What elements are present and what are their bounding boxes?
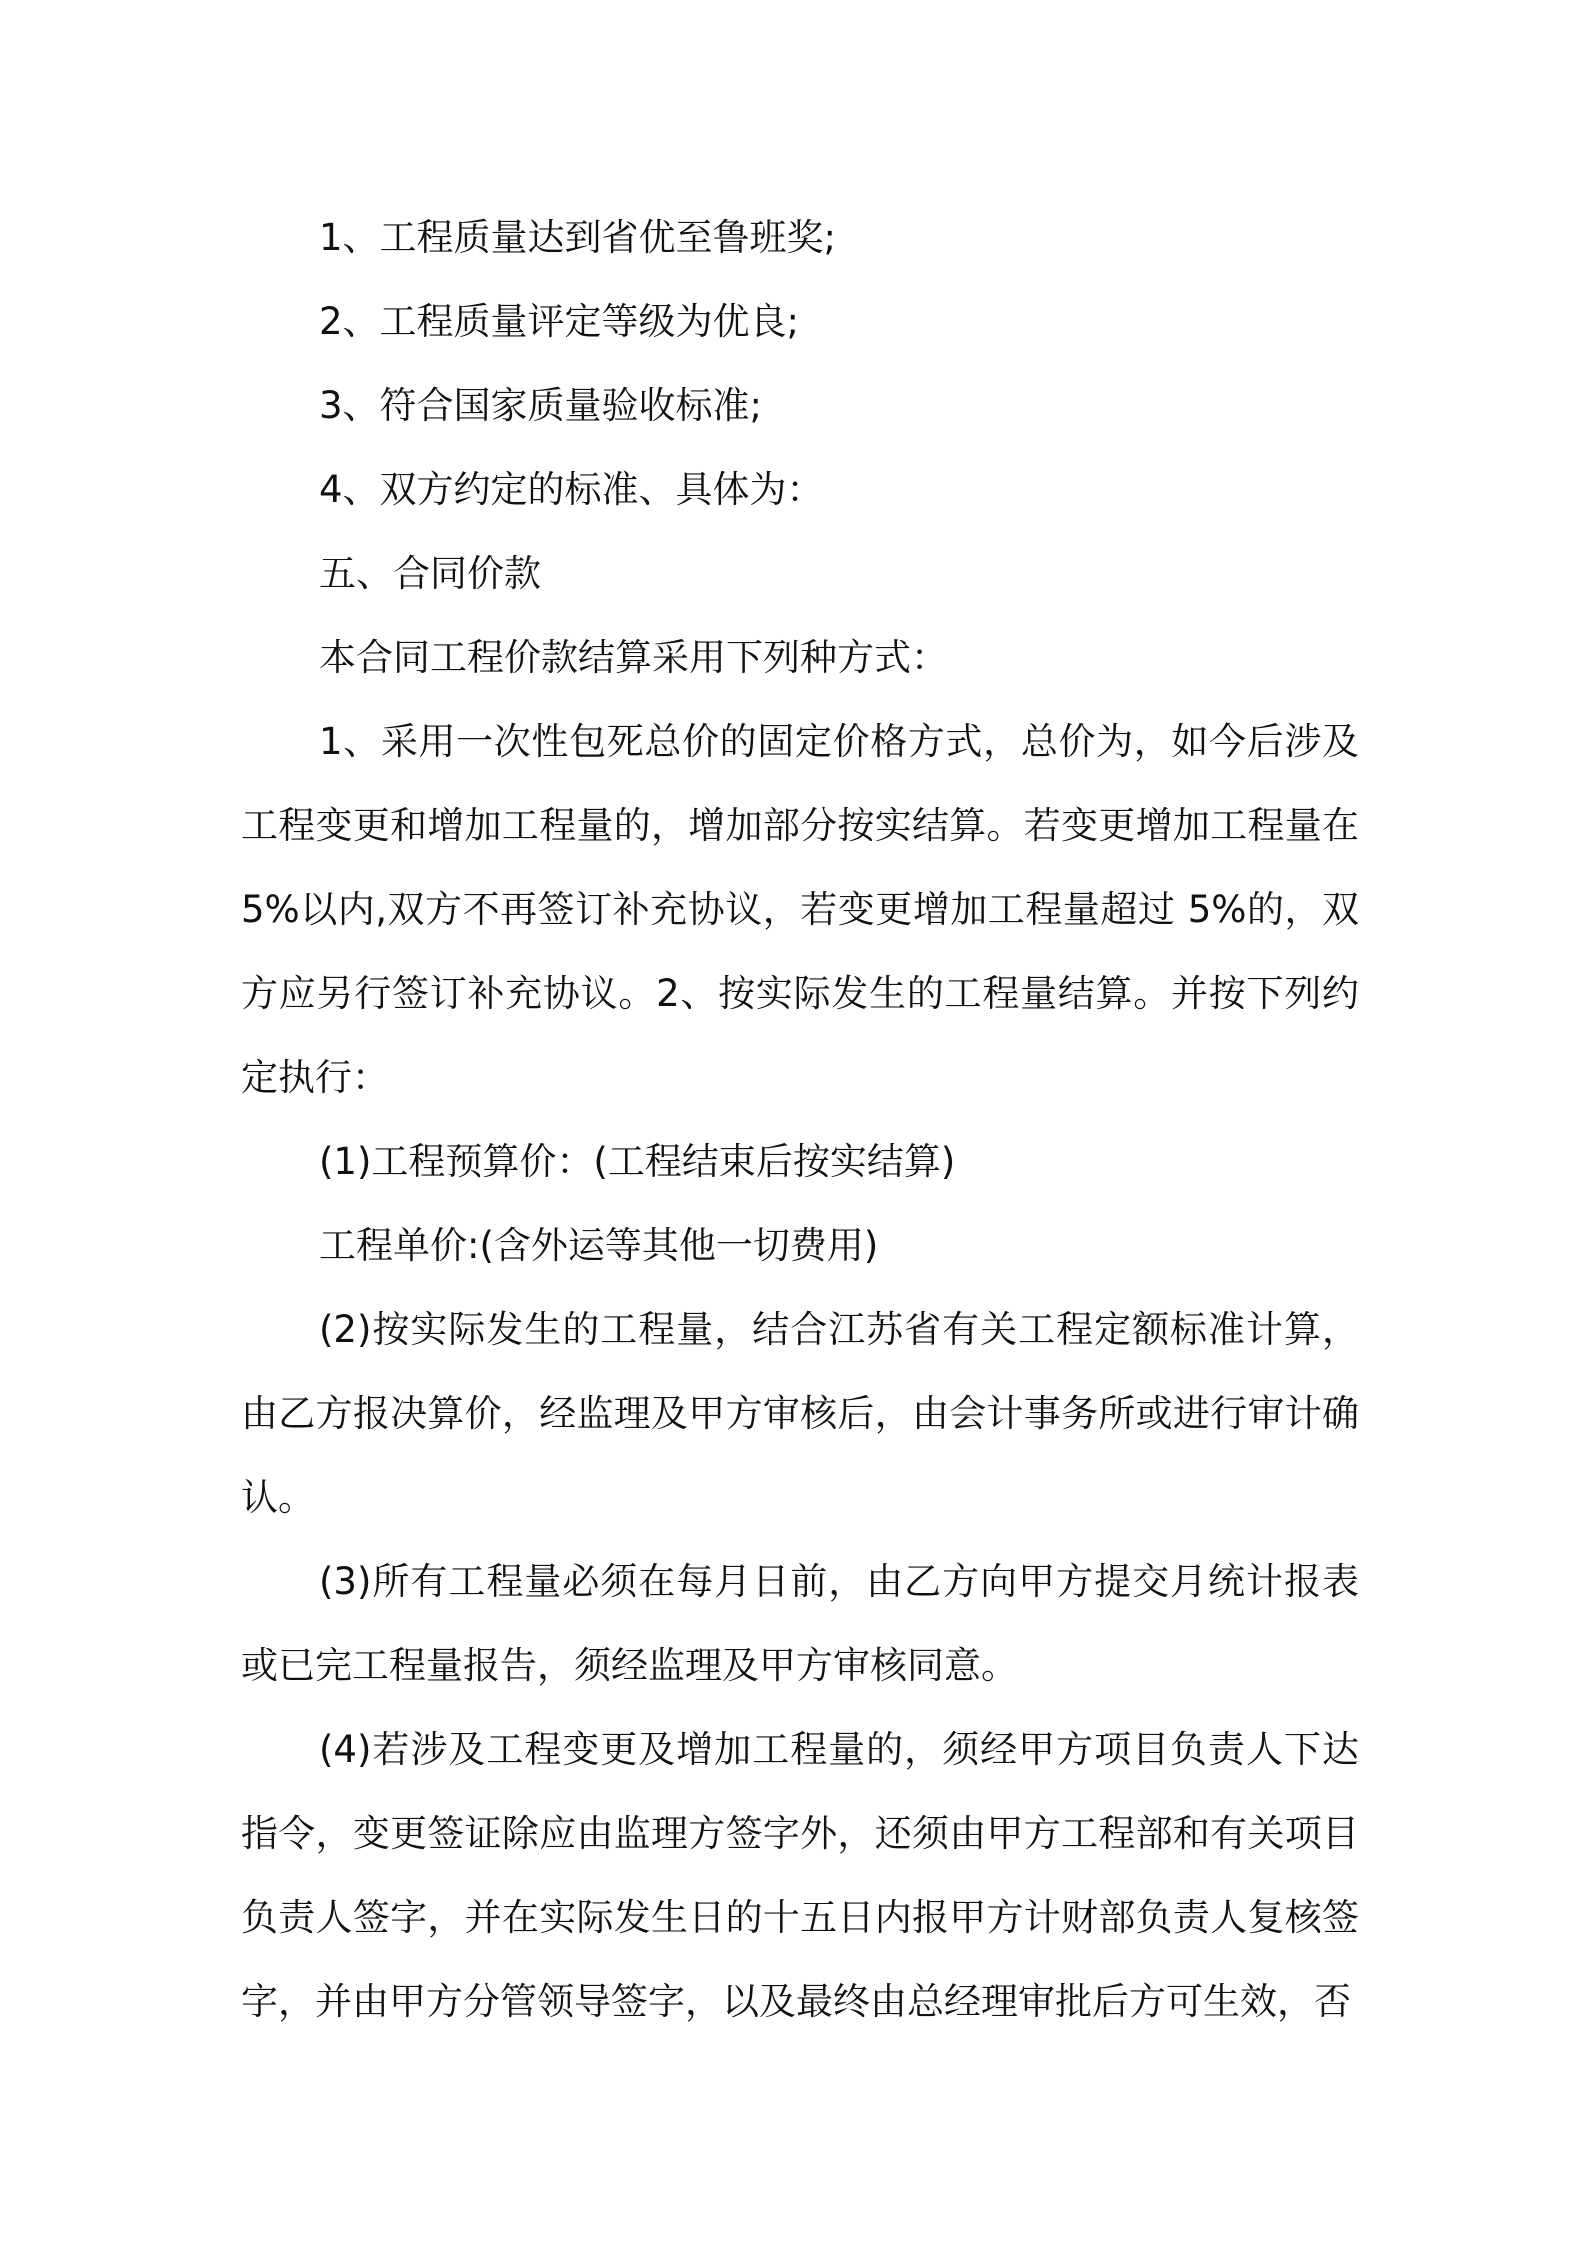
clause-quality-4: 4、双方约定的标准、具体为： — [319, 468, 824, 511]
settlement-method-paragraph: 1、采用一次性包死总价的固定价格方式，总价为，如今后涉及工程变更和增加工程量的，增加部分按实结算。若变更增加工程量在 5%以内,双方不再签订补充协议，若变更增加工程量超过 5%的，双方应另行签订补充协议。2、按实际发生的工程量结算。并按下列约定执行： — [241, 720, 1359, 1099]
item-4-paragraph: (4)若涉及工程变更及增加工程量的，须经甲方项目负责人下达指令，变更签证除应由监理方签字外，还须由甲方工程部和有关项目负责人签字，并在实际发生日的十五日内报甲方计财部负责人复核签字，并由甲方分管领导签字，以及最终由总经理审批后方可生效，否 — [241, 1728, 1359, 2023]
clause-quality-3: 3、符合国家质量验收标准; — [319, 384, 763, 427]
budget-price-line: (1)工程预算价：(工程结束后按实结算) — [319, 1140, 956, 1183]
settlement-intro: 本合同工程价款结算采用下列种方式： — [319, 636, 948, 679]
clause-quality-2: 2、工程质量评定等级为优良; — [319, 300, 800, 343]
clause-quality-1: 1、工程质量达到省优至鲁班奖; — [319, 216, 837, 259]
unit-price-line: 工程单价:(含外运等其他一切费用) — [319, 1224, 879, 1267]
item-2-paragraph: (2)按实际发生的工程量，结合江苏省有关工程定额标准计算，由乙方报决算价，经监理及甲方审核后，由会计事务所或进行审计确认。 — [241, 1308, 1359, 1519]
section-heading-contract-price: 五、合同价款 — [319, 552, 541, 595]
document-body — [241, 196, 1359, 2044]
item-3-paragraph: (3)所有工程量必须在每月日前，由乙方向甲方提交月统计报表或已完工程量报告，须经监理及甲方审核同意。 — [241, 1560, 1359, 1687]
